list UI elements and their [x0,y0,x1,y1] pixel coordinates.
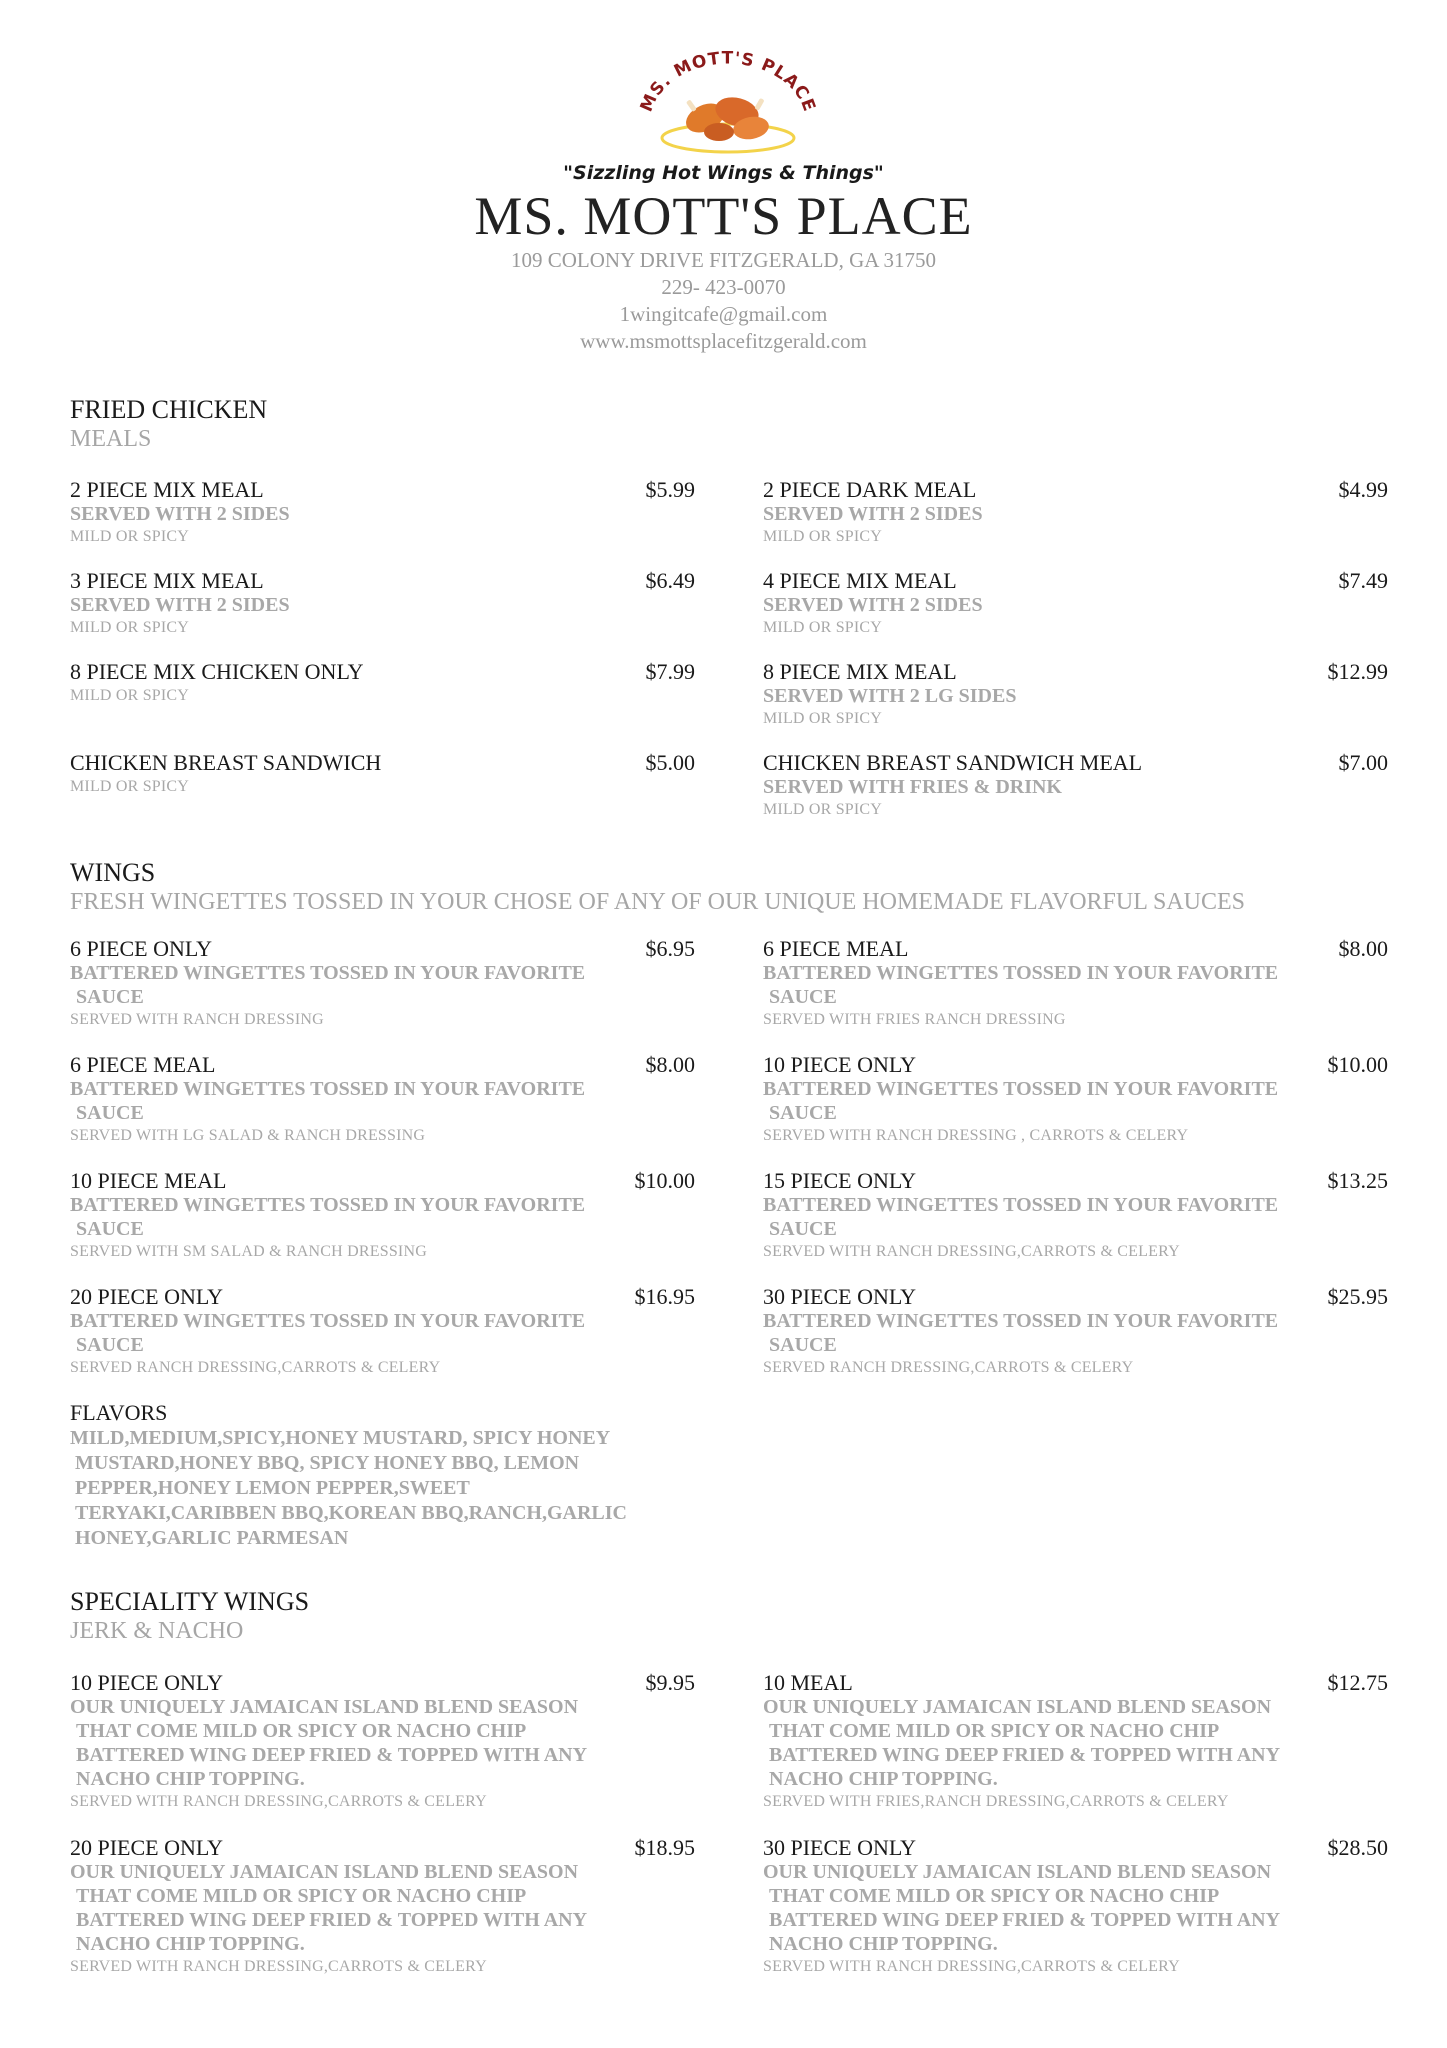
item-price: $6.49 [645,568,695,593]
phone[interactable]: 229- 423-0070 [661,275,786,299]
website[interactable]: www.msmottsplacefitzgerald.com [580,329,867,353]
item-description [70,593,670,617]
menu-item [70,1834,695,1978]
item-price: $7.49 [1338,568,1388,593]
tagline: "Sizzling Hot Wings & Things" [563,162,884,184]
address: 109 COLONY DRIVE FITZGERALD, GA 31750 [510,248,937,272]
item-description-line: THAT COME MILD OR SPICY OR NACHO CHIP [76,1885,527,1907]
item-description-line: BATTERED WINGETTES TOSSED IN YOUR FAVORITE [763,1194,1279,1216]
item-note: SERVED WITH RANCH DRESSING [70,1011,324,1028]
menu-item [763,749,1388,821]
menu-item [70,1167,695,1263]
item-description-line: OUR UNIQUELY JAMAICAN ISLAND BLEND SEASON [70,1696,579,1718]
menu-item [763,476,1388,548]
item-name: 8 PIECE MIX MEAL [763,659,957,684]
item-note: MILD OR SPICY [70,528,190,545]
item-description [763,593,1363,617]
flavors-line: PEPPER,HONEY LEMON PEPPER,SWEET [75,1477,470,1499]
item-note: MILD OR SPICY [763,619,883,636]
item-price: $7.99 [645,659,695,684]
item-note: SERVED WITH FRIES,RANCH DRESSING,CARROTS & CELERY [763,1793,1229,1810]
item-price: $18.95 [634,1835,695,1860]
item-description-line: OUR UNIQUELY JAMAICAN ISLAND BLEND SEASON [763,1696,1272,1718]
item-description-line: SAUCE [769,1334,837,1356]
item-price: $4.99 [1338,477,1388,502]
menu-item [763,658,1388,730]
menu-item [763,1051,1388,1147]
item-description [763,502,1363,526]
item-description-line: SAUCE [76,986,144,1008]
item-description [70,502,670,526]
flavors-line: HONEY,GARLIC PARMESAN [75,1527,349,1549]
item-description-line: NACHO CHIP TOPPING. [76,1933,305,1955]
item-description-line: BATTERED WING DEEP FRIED & TOPPED WITH ANY [76,1744,588,1766]
item-description [763,1860,1363,1956]
item-description [763,684,1363,708]
menu-item [70,1051,695,1147]
item-price: $6.95 [645,936,695,961]
menu-item [70,567,695,639]
item-description [763,1193,1363,1241]
item-name: 20 PIECE ONLY [70,1835,224,1860]
item-description-line: THAT COME MILD OR SPICY OR NACHO CHIP [76,1720,527,1742]
item-description-line: THAT COME MILD OR SPICY OR NACHO CHIP [769,1885,1220,1907]
item-note: SERVED WITH FRIES RANCH DRESSING [763,1011,1066,1028]
item-name: CHICKEN BREAST SANDWICH [70,750,382,775]
flavors-line: MILD,MEDIUM,SPICY,HONEY MUSTARD, SPICY HONEY [70,1427,611,1449]
menu-item [763,1834,1388,1978]
item-description-line: BATTERED WING DEEP FRIED & TOPPED WITH ANY [769,1744,1281,1766]
item-name: 6 PIECE ONLY [70,936,213,961]
item-description-line: SERVED WITH 2 SIDES [70,594,290,616]
item-description [70,1193,670,1241]
item-description [763,1077,1363,1125]
item-description [70,1860,670,1956]
wings-title: WINGS [70,858,156,887]
flavors-line: MUSTARD,HONEY BBQ, SPICY HONEY BBQ, LEMON [75,1452,580,1474]
item-description-line: BATTERED WINGETTES TOSSED IN YOUR FAVORITE [763,1310,1279,1332]
item-price: $8.00 [645,1052,695,1077]
menu-item [763,1669,1388,1813]
item-note: MILD OR SPICY [763,528,883,545]
item-price: $9.95 [645,1670,695,1695]
item-description-line: BATTERED WINGETTES TOSSED IN YOUR FAVORITE [70,1078,586,1100]
item-description-line: SERVED WITH 2 SIDES [763,503,983,525]
item-price: $10.00 [1327,1052,1388,1077]
item-description [70,1695,670,1791]
item-note: SERVED RANCH DRESSING,CARROTS & CELERY [70,1359,441,1376]
item-price: $13.25 [1327,1168,1388,1193]
item-description [763,775,1363,799]
item-description-line: SAUCE [76,1334,144,1356]
flavors-title: FLAVORS [70,1400,168,1425]
item-name: 30 PIECE ONLY [763,1284,917,1309]
item-note: SERVED WITH RANCH DRESSING , CARROTS & CELERY [763,1127,1189,1144]
fried-chicken-subtitle: MEALS [70,426,152,452]
item-description-line: SERVED WITH 2 SIDES [763,594,983,616]
item-description-line: SAUCE [76,1102,144,1124]
menu-item [70,1283,695,1379]
item-description-line: SERVED WITH 2 LG SIDES [763,685,1017,707]
item-price: $28.50 [1327,1835,1388,1860]
item-price: $7.00 [1338,750,1388,775]
item-note: MILD OR SPICY [763,710,883,727]
item-name: 15 PIECE ONLY [763,1168,917,1193]
item-name: 10 MEAL [763,1670,853,1695]
item-price: $12.75 [1327,1670,1388,1695]
item-description [763,1695,1363,1791]
flavors-list [70,1426,730,1551]
chicken-wing-icon [681,93,770,142]
item-note: SERVED WITH RANCH DRESSING,CARROTS & CELERY [70,1793,487,1810]
email[interactable]: 1wingitcafe@gmail.com [619,302,828,326]
item-note: SERVED WITH RANCH DRESSING,CARROTS & CELERY [70,1958,487,1975]
restaurant-name: MS. MOTT'S PLACE [474,186,973,246]
item-name: 2 PIECE MIX MEAL [70,477,264,502]
item-name: CHICKEN BREAST SANDWICH MEAL [763,750,1143,775]
item-description-line: OUR UNIQUELY JAMAICAN ISLAND BLEND SEASON [70,1861,579,1883]
item-name: 10 PIECE ONLY [70,1670,224,1695]
menu-item [70,658,695,707]
item-description-line: BATTERED WINGETTES TOSSED IN YOUR FAVORITE [763,962,1279,984]
item-name: 6 PIECE MEAL [763,936,909,961]
item-description-line: SAUCE [769,1102,837,1124]
item-description [763,961,1363,1009]
item-note: SERVED WITH RANCH DRESSING,CARROTS & CELERY [763,1958,1180,1975]
item-description-line: OUR UNIQUELY JAMAICAN ISLAND BLEND SEASON [763,1861,1272,1883]
logo-graphic [633,46,823,166]
item-price: $12.99 [1327,659,1388,684]
menu-item [763,1283,1388,1379]
menu-item [70,476,695,548]
item-name: 4 PIECE MIX MEAL [763,568,957,593]
item-description [763,1309,1363,1357]
item-name: 8 PIECE MIX CHICKEN ONLY [70,659,364,684]
item-description-line: NACHO CHIP TOPPING. [76,1768,305,1790]
item-description-line: SERVED WITH 2 SIDES [70,503,290,525]
menu-item [763,567,1388,639]
item-description-line: SERVED WITH FRIES & DRINK [763,776,1062,798]
item-note: SERVED WITH LG SALAD & RANCH DRESSING [70,1127,426,1144]
wings-subtitle: FRESH WINGETTES TOSSED IN YOUR CHOSE OF ANY OF OUR UNIQUE HOMEMADE FLAVORFUL SAUCES [70,889,1246,915]
item-description-line: NACHO CHIP TOPPING. [769,1768,998,1790]
item-note: MILD OR SPICY [70,619,190,636]
item-price: $25.95 [1327,1284,1388,1309]
menu-item [70,1669,695,1813]
logo [633,46,823,166]
item-description-line: NACHO CHIP TOPPING. [769,1933,998,1955]
item-price: $10.00 [634,1168,695,1193]
item-price: $16.95 [634,1284,695,1309]
menu-item [70,935,695,1031]
item-note: MILD OR SPICY [70,687,190,704]
logo-text: MS. MOTT'S PLACE [636,48,820,115]
item-description-line: BATTERED WINGETTES TOSSED IN YOUR FAVORITE [70,962,586,984]
speciality-wings-title: SPECIALITY WINGS [70,1587,310,1616]
item-note: SERVED WITH SM SALAD & RANCH DRESSING [70,1243,427,1260]
item-price: $5.99 [645,477,695,502]
item-name: 10 PIECE ONLY [763,1052,917,1077]
item-name: 20 PIECE ONLY [70,1284,224,1309]
item-note: SERVED WITH RANCH DRESSING,CARROTS & CELERY [763,1243,1180,1260]
item-name: 30 PIECE ONLY [763,1835,917,1860]
flavors-line: TERYAKI,CARIBBEN BBQ,KOREAN BBQ,RANCH,GARLIC [75,1502,627,1524]
item-name: 6 PIECE MEAL [70,1052,216,1077]
item-description-line: SAUCE [76,1218,144,1240]
item-price: $8.00 [1338,936,1388,961]
item-name: 2 PIECE DARK MEAL [763,477,977,502]
item-description-line: SAUCE [769,986,837,1008]
item-note: MILD OR SPICY [70,778,190,795]
fried-chicken-title: FRIED CHICKEN [70,395,268,424]
item-name: 3 PIECE MIX MEAL [70,568,264,593]
item-description-line: BATTERED WINGETTES TOSSED IN YOUR FAVORITE [70,1194,586,1216]
item-note: MILD OR SPICY [763,801,883,818]
item-name: 10 PIECE MEAL [70,1168,227,1193]
item-description-line: THAT COME MILD OR SPICY OR NACHO CHIP [769,1720,1220,1742]
item-description [70,961,670,1009]
item-description-line: SAUCE [769,1218,837,1240]
item-description-line: BATTERED WING DEEP FRIED & TOPPED WITH ANY [76,1909,588,1931]
menu-item [763,935,1388,1031]
item-description [70,1077,670,1125]
item-price: $5.00 [645,750,695,775]
menu-item [70,749,695,798]
item-description-line: BATTERED WINGETTES TOSSED IN YOUR FAVORITE [763,1078,1279,1100]
item-description [70,1309,670,1357]
item-description-line: BATTERED WINGETTES TOSSED IN YOUR FAVORITE [70,1310,586,1332]
menu-item [763,1167,1388,1263]
speciality-wings-subtitle: JERK & NACHO [70,1618,244,1644]
item-description-line: BATTERED WING DEEP FRIED & TOPPED WITH ANY [769,1909,1281,1931]
item-note: SERVED RANCH DRESSING,CARROTS & CELERY [763,1359,1134,1376]
